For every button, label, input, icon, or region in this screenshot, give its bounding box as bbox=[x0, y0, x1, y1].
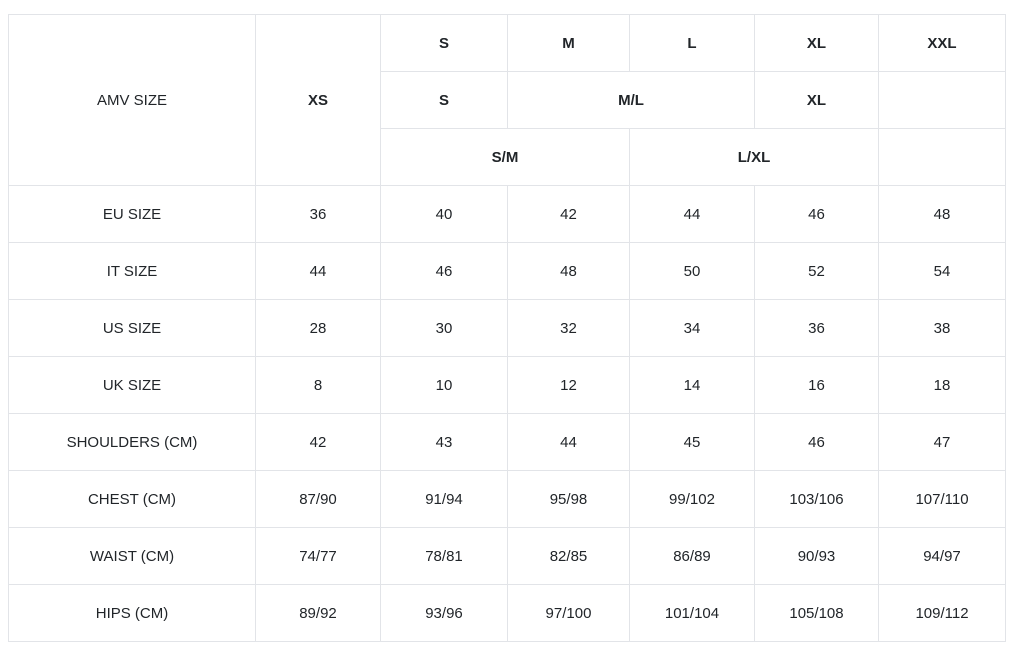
header-row-1 bbox=[9, 15, 1006, 72]
cell-uk-m: 12 bbox=[508, 357, 630, 414]
cell-shoulders-xl: 46 bbox=[755, 414, 879, 471]
cell-shoulders-m: 44 bbox=[508, 414, 630, 471]
cell-us-s: 30 bbox=[381, 300, 508, 357]
cell-it-l: 50 bbox=[630, 243, 755, 300]
row-label-hips: HIPS (CM) bbox=[9, 585, 256, 642]
cell-shoulders-xxl: 47 bbox=[879, 414, 1006, 471]
cell-hips-xl: 105/108 bbox=[755, 585, 879, 642]
cell-us-l: 34 bbox=[630, 300, 755, 357]
header-cell-m: M bbox=[508, 15, 630, 72]
cell-waist-l: 86/89 bbox=[630, 528, 755, 585]
cell-eu-l: 44 bbox=[630, 186, 755, 243]
cell-it-s: 46 bbox=[381, 243, 508, 300]
cell-eu-m: 42 bbox=[508, 186, 630, 243]
row-label-it-size: IT SIZE bbox=[9, 243, 256, 300]
cell-chest-xxl: 107/110 bbox=[879, 471, 1006, 528]
cell-waist-m: 82/85 bbox=[508, 528, 630, 585]
cell-us-xs: 28 bbox=[256, 300, 381, 357]
header-cell-xs: XS bbox=[256, 15, 381, 186]
cell-hips-l: 101/104 bbox=[630, 585, 755, 642]
header-cell-l-xl: L/XL bbox=[630, 129, 879, 186]
header-cell-s-m: S/M bbox=[381, 129, 630, 186]
header-cell-m-l: M/L bbox=[508, 72, 755, 129]
cell-uk-xs: 8 bbox=[256, 357, 381, 414]
header-cell-s-alt: S bbox=[381, 72, 508, 129]
cell-uk-s: 10 bbox=[381, 357, 508, 414]
cell-hips-xs: 89/92 bbox=[256, 585, 381, 642]
table-header bbox=[9, 15, 1006, 186]
table-row-uk-size bbox=[9, 357, 1006, 414]
header-empty-cell bbox=[879, 129, 1006, 186]
row-label-uk-size: UK SIZE bbox=[9, 357, 256, 414]
cell-shoulders-s: 43 bbox=[381, 414, 508, 471]
row-label-waist: WAIST (CM) bbox=[9, 528, 256, 585]
header-cell-s: S bbox=[381, 15, 508, 72]
cell-eu-xl: 46 bbox=[755, 186, 879, 243]
row-label-chest: CHEST (CM) bbox=[9, 471, 256, 528]
cell-eu-s: 40 bbox=[381, 186, 508, 243]
header-cell-xl-alt: XL bbox=[755, 72, 879, 129]
cell-chest-l: 99/102 bbox=[630, 471, 755, 528]
cell-hips-xxl: 109/112 bbox=[879, 585, 1006, 642]
table-row-it-size bbox=[9, 243, 1006, 300]
row-label-us-size: US SIZE bbox=[9, 300, 256, 357]
cell-hips-m: 97/100 bbox=[508, 585, 630, 642]
cell-it-xs: 44 bbox=[256, 243, 381, 300]
header-cell-l: L bbox=[630, 15, 755, 72]
cell-uk-xxl: 18 bbox=[879, 357, 1006, 414]
cell-waist-xs: 74/77 bbox=[256, 528, 381, 585]
header-cell-xl: XL bbox=[755, 15, 879, 72]
table-row-us-size bbox=[9, 300, 1006, 357]
cell-us-xl: 36 bbox=[755, 300, 879, 357]
header-empty-cell bbox=[879, 72, 1006, 129]
cell-us-m: 32 bbox=[508, 300, 630, 357]
table-row-chest bbox=[9, 471, 1006, 528]
table-row-hips bbox=[9, 585, 1006, 642]
cell-eu-xxl: 48 bbox=[879, 186, 1006, 243]
cell-waist-s: 78/81 bbox=[381, 528, 508, 585]
table-row-waist bbox=[9, 528, 1006, 585]
cell-waist-xl: 90/93 bbox=[755, 528, 879, 585]
cell-it-m: 48 bbox=[508, 243, 630, 300]
table-row-shoulders bbox=[9, 414, 1006, 471]
cell-uk-xl: 16 bbox=[755, 357, 879, 414]
cell-us-xxl: 38 bbox=[879, 300, 1006, 357]
cell-chest-m: 95/98 bbox=[508, 471, 630, 528]
table-body bbox=[9, 186, 1006, 642]
row-label-eu-size: EU SIZE bbox=[9, 186, 256, 243]
cell-it-xxl: 54 bbox=[879, 243, 1006, 300]
size-conversion-table bbox=[8, 14, 1006, 642]
cell-hips-s: 93/96 bbox=[381, 585, 508, 642]
row-label-shoulders: SHOULDERS (CM) bbox=[9, 414, 256, 471]
cell-chest-xl: 103/106 bbox=[755, 471, 879, 528]
cell-chest-xs: 87/90 bbox=[256, 471, 381, 528]
cell-shoulders-xs: 42 bbox=[256, 414, 381, 471]
cell-eu-xs: 36 bbox=[256, 186, 381, 243]
cell-shoulders-l: 45 bbox=[630, 414, 755, 471]
cell-waist-xxl: 94/97 bbox=[879, 528, 1006, 585]
header-cell-xxl: XXL bbox=[879, 15, 1006, 72]
amv-size-corner-label: AMV SIZE bbox=[9, 15, 256, 186]
cell-chest-s: 91/94 bbox=[381, 471, 508, 528]
cell-uk-l: 14 bbox=[630, 357, 755, 414]
table-row-eu-size bbox=[9, 186, 1006, 243]
cell-it-xl: 52 bbox=[755, 243, 879, 300]
